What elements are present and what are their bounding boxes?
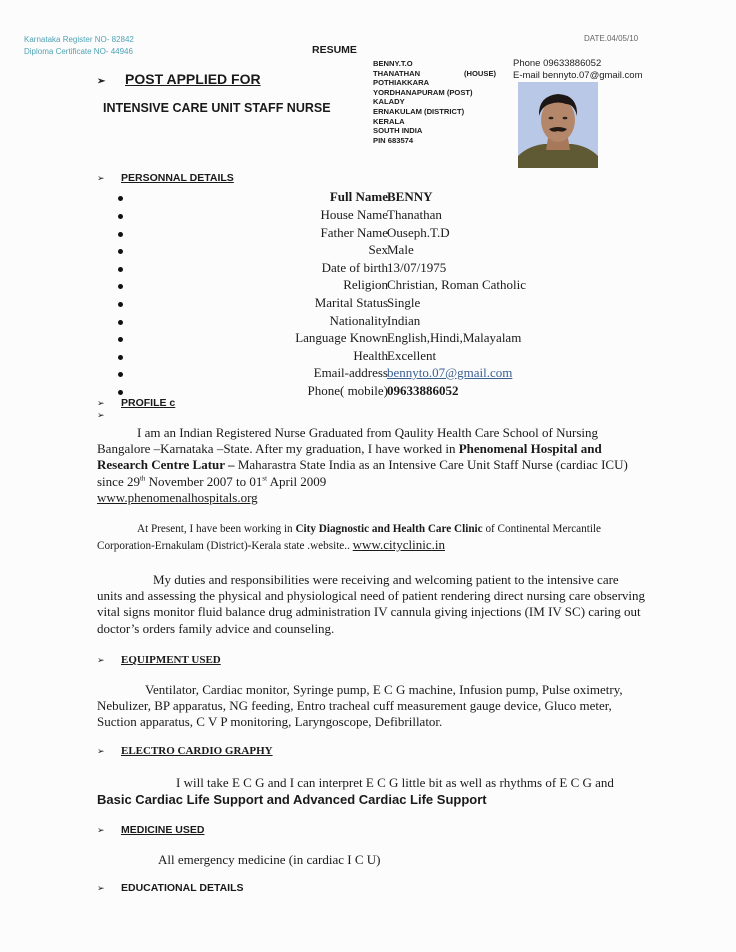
bullet-icon bbox=[118, 390, 123, 395]
bullet-icon bbox=[118, 284, 123, 289]
register-number: Karnataka Register NO- 82842 bbox=[24, 35, 134, 44]
arrow-bullet-icon: ➢ bbox=[97, 746, 105, 756]
medicine-text: All emergency medicine (in cardiac I C U) bbox=[158, 852, 381, 867]
row-value: Indian bbox=[387, 313, 421, 328]
address-line: YORDHANAPURAM (POST) bbox=[373, 87, 473, 97]
arrow-bullet-icon: ➢ bbox=[97, 655, 105, 665]
row-label: Phone( mobile) bbox=[307, 383, 388, 398]
diploma-number: Diploma Certificate NO- 44946 bbox=[24, 47, 133, 56]
personal-row-father-name bbox=[118, 225, 578, 247]
medicine-heading bbox=[97, 824, 204, 836]
address-line: THANATHAN bbox=[373, 68, 421, 78]
post-applied-heading bbox=[97, 71, 261, 87]
address-line: KERALA bbox=[373, 116, 405, 126]
post-applied-label: POST APPLIED FOR bbox=[125, 71, 261, 87]
bullet-icon bbox=[118, 302, 123, 307]
row-label: Date of birth bbox=[321, 260, 388, 275]
bullet-icon bbox=[118, 372, 123, 377]
section-title: MEDICINE USED bbox=[121, 824, 205, 836]
applied-role: INTENSIVE CARE UNIT STAFF NURSE bbox=[103, 101, 331, 115]
ecg-text: I will take E C G and I can interpret E C G little bit as well as rhythms of E C G and bbox=[176, 775, 614, 790]
city-clinic-link[interactable]: www.cityclinic.in bbox=[352, 537, 445, 552]
row-value: Thanathan bbox=[387, 207, 442, 222]
personal-row-language bbox=[118, 330, 578, 352]
bullet-icon bbox=[118, 320, 123, 325]
profile-paragraph-3: My duties and responsibilities were receiving and welcoming patient to the intensive care units and assessing the physical and physiological need of patient rendering direct nursing care observing vital signs monitor fluid balance drug administration IV cannula giving injections (IM IV SC) caring out doctor’s orders family advice and counseling. bbox=[97, 572, 646, 636]
bullet-icon bbox=[118, 232, 123, 237]
phenomenal-hospital-link[interactable]: www.phenomenalhospitals.org bbox=[97, 489, 258, 505]
document-date: DATE.04/05/10 bbox=[584, 34, 639, 43]
resume-title: RESUME bbox=[312, 44, 357, 56]
equipment-text: Ventilator, Cardiac monitor, Syringe pump, E C G machine, Infusion pump, Pulse oximetry, Nebulizer, BP apparatus, NG feeding, Entro tracheal cuff measurement gauge device, Gluco meter, Suction apparatus, C V P monitoring, Laryngoscope, Defibrillator. bbox=[97, 682, 623, 730]
text: Maharastra State India as an Intensive Care Unit Staff Nurse (cardiac ICU) since 29 bbox=[97, 457, 628, 489]
arrow-bullet-icon: ➢ bbox=[97, 76, 106, 87]
row-value: Christian, Roman Catholic bbox=[387, 277, 527, 292]
address-line: BENNY.T.O bbox=[373, 59, 413, 68]
ordinal: st bbox=[262, 474, 268, 483]
life-support-line: Basic Cardiac Life Support and Advanced Cardiac Life Support bbox=[97, 792, 487, 807]
row-value: 13/07/1975 bbox=[387, 260, 447, 275]
row-label: Email-address bbox=[313, 365, 388, 380]
row-label: House Name bbox=[320, 207, 388, 222]
contact-email: E-mail bennyto.07@gmail.com bbox=[513, 70, 643, 81]
bullet-icon bbox=[118, 214, 123, 219]
arrow-bullet-icon: ➢ bbox=[97, 398, 105, 408]
section-title: PERSONNAL DETAILS bbox=[121, 172, 234, 184]
person-portrait-icon bbox=[518, 82, 598, 168]
address-line: SOUTH INDIA bbox=[373, 126, 423, 136]
row-value: English,Hindi,Malayalam bbox=[387, 330, 522, 345]
text: November 2007 to 01 bbox=[145, 473, 263, 489]
arrow-bullet-icon: ➢ bbox=[97, 883, 105, 893]
address-line: KALADY bbox=[373, 97, 405, 107]
row-value: BENNY bbox=[387, 189, 433, 204]
house-tag: (HOUSE) bbox=[464, 68, 497, 78]
contact-phone: Phone 09633886052 bbox=[513, 58, 602, 69]
profile-paragraph-1 bbox=[97, 425, 637, 506]
text: April 2009 bbox=[267, 473, 327, 489]
empty-arrow-bullet-icon: ➢ bbox=[97, 410, 105, 420]
section-title: EDUCATIONAL DETAILS bbox=[121, 882, 244, 894]
row-value: Ouseph.T.D bbox=[387, 225, 450, 240]
bullet-icon bbox=[118, 196, 123, 201]
personal-details-heading bbox=[97, 172, 234, 184]
address-block bbox=[373, 59, 513, 145]
profile-paragraph-2 bbox=[97, 521, 657, 554]
arrow-bullet-icon: ➢ bbox=[97, 825, 105, 835]
profile-photo bbox=[518, 82, 598, 168]
row-label: Health bbox=[353, 348, 388, 363]
address-line: PIN 683574 bbox=[373, 135, 414, 145]
bullet-icon bbox=[118, 249, 123, 254]
bullet-icon bbox=[118, 267, 123, 272]
row-label: Full Name bbox=[329, 189, 388, 204]
bullet-icon bbox=[118, 337, 123, 342]
address-line: ERNAKULAM (DISTRICT) bbox=[373, 106, 465, 116]
row-value: Single bbox=[387, 295, 421, 310]
row-label: Sex bbox=[368, 242, 388, 257]
ordinal: th bbox=[139, 474, 146, 483]
text: I am an Indian Registered Nurse Graduated from Qaulity Health Care School of Nursing Bangalore –Karnataka –State. After my graduation, I have worked in bbox=[97, 425, 599, 457]
row-label: Marital Status bbox=[314, 295, 388, 310]
section-title: EQUIPMENT USED bbox=[121, 654, 221, 666]
employer-name: City Diagnostic and Health Care Clinic bbox=[295, 523, 483, 535]
address-line: POTHIAKKARA bbox=[373, 78, 430, 88]
row-label: Father Name bbox=[320, 225, 388, 240]
row-value: Excellent bbox=[387, 348, 437, 363]
email-link[interactable]: bennyto.07@gmail.com bbox=[387, 365, 513, 380]
row-label: Nationality bbox=[329, 313, 388, 328]
equipment-heading bbox=[97, 654, 221, 666]
profile-heading bbox=[97, 397, 175, 409]
text: At Present, I have been working in bbox=[137, 523, 296, 535]
row-label: Religion bbox=[343, 277, 388, 292]
arrow-bullet-icon: ➢ bbox=[97, 173, 105, 183]
row-value: 09633886052 bbox=[387, 383, 459, 398]
ecg-heading bbox=[97, 745, 273, 757]
personal-row-phone bbox=[118, 383, 578, 405]
text: of Continental Mercantile Corporation-Ernakulam (District)-Kerala state .website.. bbox=[97, 523, 602, 552]
row-value: Male bbox=[387, 242, 414, 257]
education-heading bbox=[97, 882, 244, 894]
row-label: Language Known bbox=[295, 330, 388, 345]
contact-block bbox=[513, 58, 643, 82]
section-title: ELECTRO CARDIO GRAPHY bbox=[121, 745, 273, 757]
address-line-house bbox=[373, 69, 513, 79]
section-title: PROFILE c bbox=[121, 397, 176, 409]
bullet-icon bbox=[118, 355, 123, 360]
employer-name: Phenomenal Hospital and Research Centre Latur – bbox=[97, 441, 602, 473]
